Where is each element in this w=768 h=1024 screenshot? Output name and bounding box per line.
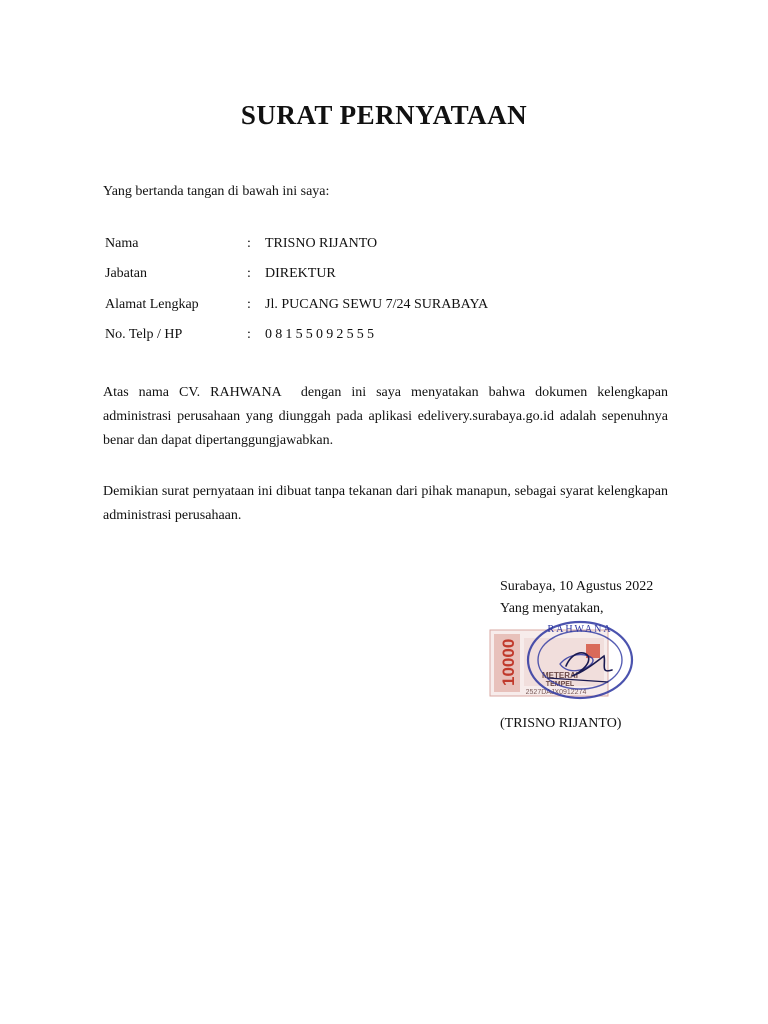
meterai-label-2: TEMPEL [545,681,575,688]
closing-paragraph [103,480,668,528]
field-value: DIREKTUR [265,266,336,281]
field-value: 08155092555 [265,327,378,342]
page-title: SURAT PERNYATAAN [240,100,528,130]
field-label: Nama [105,236,139,251]
field-colon: : [247,236,251,251]
field-value: Jl. PUCANG SEWU 7/24 SURABAYA [265,297,489,312]
stamp-graphic [488,616,638,706]
field-label: No. Telp / HP [105,327,183,342]
closing-text: Demikian surat pernyataan ini dibuat tanpa tekanan dari pihak manapun, sebagai syarat kelengkapan administrasi perusahaan. [103,484,668,523]
meterai-serial: 2527DAJX0912274 [525,689,587,696]
field-colon: : [247,297,251,312]
signatory-caption: Yang menyatakan, [500,601,604,616]
intro-text: Yang bertanda tangan di bawah ini saya: [103,184,330,199]
field-label: Jabatan [105,266,147,281]
signatory-name: (TRISNO RIJANTO) [500,716,622,731]
meterai-value-text: 10000 [499,638,518,686]
field-colon: : [247,266,251,281]
field-colon: : [247,327,251,342]
meterai-label-1: METERAI [542,671,578,680]
seal-text: RAHWANA [547,624,613,635]
statement-text: Atas nama CV. RAHWANA dengan ini saya menyatakan bahwa dokumen kelengkapan administrasi perusahaan yang diunggah pada aplikasi edelivery.surabaya.go.id adalah sepenuhnya benar dan dapat dipertanggungjawabkan. [103,385,672,448]
field-label: Alamat Lengkap [105,297,199,312]
meterai-stamp-seal [488,616,638,706]
field-value: TRISNO RIJANTO [265,236,378,251]
statement-paragraph [103,381,672,453]
place-date: Surabaya, 10 Agustus 2022 [500,579,654,594]
